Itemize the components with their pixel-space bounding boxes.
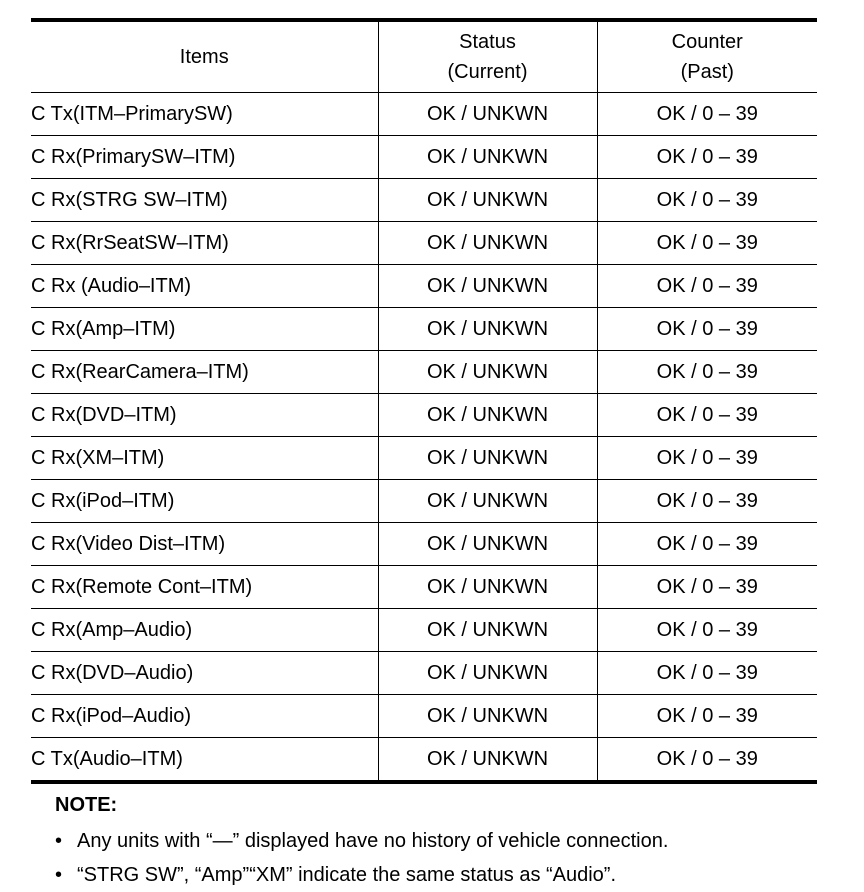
item-cell: C Rx(RearCamera–ITM) <box>31 351 378 394</box>
counter-cell: OK / 0 – 39 <box>597 437 817 480</box>
counter-cell: OK / 0 – 39 <box>597 480 817 523</box>
status-cell: OK / UNKWN <box>378 265 597 308</box>
note-item-text: “STRG SW”, “Amp”“XM” indicate the same status as “Audio”. <box>77 864 617 886</box>
table-row <box>31 136 817 179</box>
counter-cell: OK / 0 – 39 <box>597 609 817 652</box>
counter-cell: OK / 0 – 39 <box>597 136 817 179</box>
header-items-label: Items <box>179 46 229 68</box>
table-header-row <box>31 20 817 93</box>
status-cell: OK / UNKWN <box>378 437 597 480</box>
header-items <box>31 20 378 93</box>
item-cell: C Rx (Audio–ITM) <box>31 265 378 308</box>
header-status-line1: Status <box>459 31 516 53</box>
item-cell: C Rx(iPod–ITM) <box>31 480 378 523</box>
table-row <box>31 308 817 351</box>
item-cell: C Tx(ITM–PrimarySW) <box>31 93 378 136</box>
item-cell: C Rx(STRG SW–ITM) <box>31 179 378 222</box>
note-item <box>55 824 817 858</box>
table-body <box>31 93 817 783</box>
status-cell: OK / UNKWN <box>378 179 597 222</box>
item-cell: C Rx(DVD–Audio) <box>31 652 378 695</box>
counter-cell: OK / 0 – 39 <box>597 308 817 351</box>
status-cell: OK / UNKWN <box>378 480 597 523</box>
table-row <box>31 738 817 783</box>
item-cell: C Rx(Video Dist–ITM) <box>31 523 378 566</box>
table-row <box>31 609 817 652</box>
counter-cell: OK / 0 – 39 <box>597 351 817 394</box>
item-cell: C Rx(iPod–Audio) <box>31 695 378 738</box>
item-cell: C Rx(XM–ITM) <box>31 437 378 480</box>
status-cell: OK / UNKWN <box>378 695 597 738</box>
table-row <box>31 222 817 265</box>
table-row <box>31 93 817 136</box>
status-cell: OK / UNKWN <box>378 308 597 351</box>
header-counter <box>597 20 817 93</box>
item-cell: C Tx(Audio–ITM) <box>31 747 183 770</box>
table-row <box>31 265 817 308</box>
note-section <box>31 792 817 892</box>
counter-cell: OK / 0 – 39 <box>597 222 817 265</box>
table-row <box>31 351 817 394</box>
table-row <box>31 480 817 523</box>
counter-cell: OK / 0 – 39 <box>597 394 817 437</box>
header-status-line2: (Current) <box>447 61 528 83</box>
item-cell: C Rx(Remote Cont–ITM) <box>31 566 378 609</box>
counter-cell: OK / 0 – 39 <box>597 695 817 738</box>
status-cell: OK / UNKWN <box>378 222 597 265</box>
counter-cell: OK / 0 – 39 <box>597 566 817 609</box>
counter-cell: OK / 0 – 39 <box>597 179 817 222</box>
table-row <box>31 695 817 738</box>
table-row <box>31 179 817 222</box>
table-row <box>31 566 817 609</box>
bullet-icon: • <box>55 830 63 852</box>
header-counter-line1: Counter <box>671 31 743 53</box>
counter-cell: OK / 0 – 39 <box>597 652 817 695</box>
status-cell: OK / UNKWN <box>378 609 597 652</box>
item-cell: C Rx(Amp–ITM) <box>31 308 378 351</box>
status-cell: OK / UNKWN <box>378 351 597 394</box>
table-row <box>31 652 817 695</box>
counter-cell: OK / 0 – 39 <box>597 265 817 308</box>
status-cell: OK / UNKWN <box>378 652 597 695</box>
note-title: NOTE: <box>55 794 118 816</box>
counter-cell: OK / 0 – 39 <box>597 523 817 566</box>
header-counter-line2: (Past) <box>680 61 734 83</box>
table-row <box>31 523 817 566</box>
status-cell: OK / UNKWN <box>378 93 597 136</box>
table-row <box>31 394 817 437</box>
status-cell: OK / UNKWN <box>378 738 597 783</box>
status-cell: OK / UNKWN <box>378 136 597 179</box>
header-status <box>378 20 597 93</box>
item-cell: C Rx(Amp–Audio) <box>31 609 378 652</box>
status-cell: OK / UNKWN <box>378 566 597 609</box>
bullet-icon: • <box>55 864 63 886</box>
diagnostic-table <box>31 18 817 784</box>
status-cell: OK / UNKWN <box>378 394 597 437</box>
item-cell: C Rx(PrimarySW–ITM) <box>31 136 378 179</box>
note-item <box>55 858 817 892</box>
note-list <box>55 824 817 892</box>
status-cell: OK / UNKWN <box>378 523 597 566</box>
document <box>31 18 817 892</box>
counter-cell: OK / 0 – 39 <box>597 93 817 136</box>
item-cell: C Rx(RrSeatSW–ITM) <box>31 222 378 265</box>
item-cell: C Rx(DVD–ITM) <box>31 394 378 437</box>
counter-cell: OK / 0 – 39 <box>597 738 817 783</box>
table-row <box>31 437 817 480</box>
note-item-text: Any units with “—” displayed have no history of vehicle connection. <box>77 830 669 852</box>
